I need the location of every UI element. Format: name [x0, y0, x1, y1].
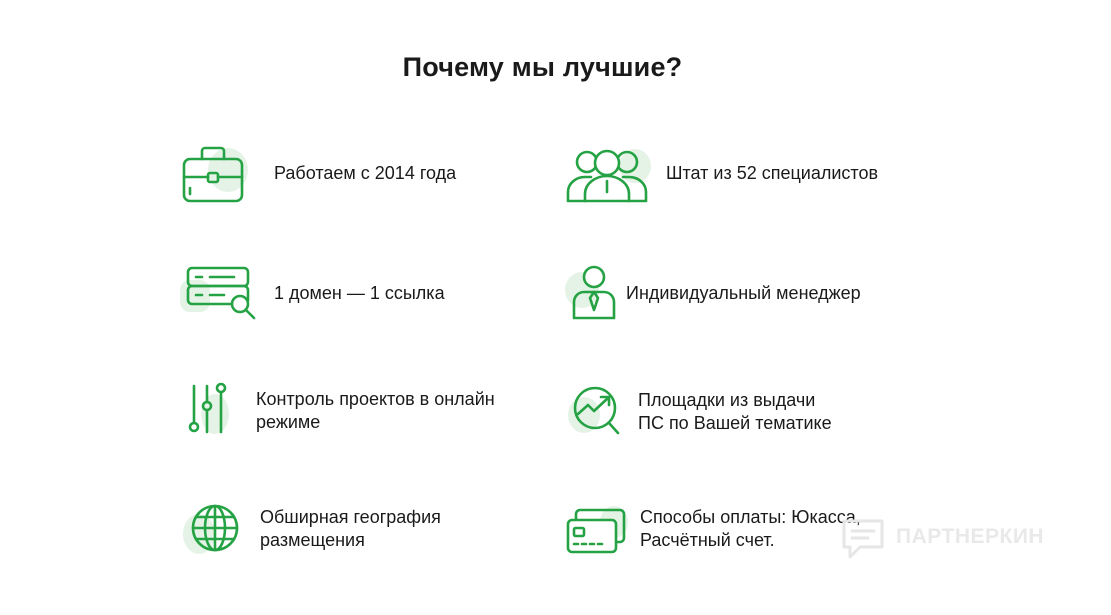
- feature-text-line: Способы оплаты: Юкасса,: [640, 507, 861, 527]
- feature-text-line: размещения: [260, 530, 365, 550]
- feature-text-line: 1 домен — 1 ссылка: [274, 283, 445, 303]
- growth-search-icon: [566, 383, 626, 448]
- globe-icon: [181, 500, 243, 565]
- feature-text-line: Площадки из выдачи: [638, 390, 816, 410]
- feature-text-line: режиме: [256, 412, 321, 432]
- page-title: Почему мы лучшие?: [402, 52, 683, 82]
- feature-text-line: Контроль проектов в онлайн: [256, 389, 495, 409]
- team-icon: [565, 146, 655, 211]
- partnerkin-logo-icon: [838, 515, 888, 568]
- credit-cards-icon: [562, 500, 632, 565]
- feature-text-line: Расчётный счет.: [640, 530, 775, 550]
- briefcase-icon: [180, 144, 260, 211]
- feature-text-line: Штат из 52 специалистов: [666, 163, 879, 183]
- feature-text-line: ПС по Вашей тематике: [638, 413, 832, 433]
- feature-text-line: Индивидуальный менеджер: [626, 283, 861, 303]
- feature-text-line: Работаем с 2014 года: [274, 163, 457, 183]
- manager-icon: [564, 264, 624, 329]
- watermark: [838, 515, 1068, 563]
- feature-text-line: Обширная география: [260, 507, 441, 527]
- sliders-icon: [183, 380, 235, 445]
- domain-search-icon: [180, 264, 260, 329]
- watermark-text: ПАРТНЕРКИН: [896, 525, 1045, 548]
